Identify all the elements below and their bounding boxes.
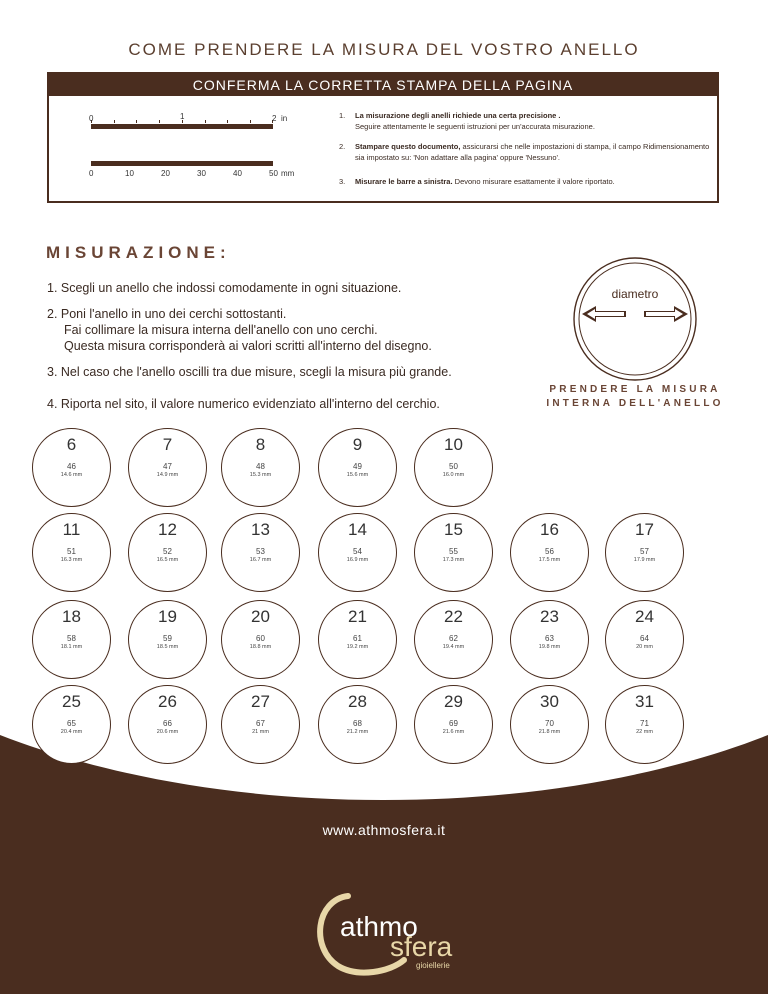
diameter-diagram — [572, 256, 698, 382]
ring-eu-size: 49 — [353, 462, 362, 471]
ring-diameter-mm: 16.3 mm — [60, 557, 83, 563]
instruction-number: 1. — [339, 111, 346, 120]
inch-label-0: 0 — [89, 114, 94, 123]
ring-us-size: 24 — [635, 607, 654, 626]
ring-eu-size: 68 — [353, 719, 362, 728]
page-title: COME PRENDERE LA MISURA DEL VOSTRO ANELLO — [128, 40, 640, 59]
ring-size-9 — [318, 428, 397, 507]
ring-diameter-mm: 17.3 mm — [442, 557, 465, 563]
ring-size-30 — [510, 685, 589, 764]
ring-us-size: 23 — [540, 607, 559, 626]
ring-size-15 — [414, 513, 493, 592]
ring-size-18 — [32, 600, 111, 679]
ring-eu-size: 48 — [256, 462, 265, 471]
inch-ruler-bar — [91, 124, 273, 129]
ring-us-size: 31 — [635, 692, 654, 711]
ring-eu-size: 63 — [545, 634, 554, 643]
mm-ruler-bar — [91, 161, 273, 166]
ring-us-size: 18 — [62, 607, 81, 626]
ring-diameter-mm: 20 mm — [636, 644, 653, 650]
mm-label-20: 20 — [161, 169, 170, 178]
ring-diameter-mm: 15.6 mm — [346, 472, 369, 478]
ring-us-size: 28 — [348, 692, 367, 711]
step-2-line-3: Questa misura corrisponderà ai valori scritti all'interno del disegno. — [64, 339, 432, 353]
ring-eu-size: 60 — [256, 634, 265, 643]
diagram-caption-line-1: PRENDERE LA MISURA — [549, 384, 721, 395]
diagram-caption-line-2: INTERNA DELL'ANELLO — [546, 398, 724, 409]
mm-label-30: 30 — [197, 169, 206, 178]
ring-diameter-mm: 18.5 mm — [156, 644, 179, 650]
ring-size-31 — [605, 685, 684, 764]
athmosfera-logo — [308, 888, 468, 978]
measure-title: MISURAZIONE: — [46, 243, 231, 262]
ring-us-size: 26 — [158, 692, 177, 711]
ring-size-19 — [128, 600, 207, 679]
inch-unit: in — [281, 114, 288, 123]
ring-eu-size: 71 — [640, 719, 649, 728]
step-4: 4. Riporta nel sito, il valore numerico evidenziato all'interno del cerchio. — [47, 397, 440, 411]
ring-eu-size: 52 — [163, 547, 172, 556]
ring-size-10 — [414, 428, 493, 507]
diagram-caption — [530, 383, 740, 411]
ring-eu-size: 50 — [449, 462, 458, 471]
ring-diameter-mm: 14.9 mm — [156, 472, 179, 478]
ring-diameter-mm: 19.4 mm — [442, 644, 465, 650]
ring-diameter-mm: 21.8 mm — [538, 729, 561, 735]
diameter-label: diametro — [611, 287, 659, 301]
inch-tick — [250, 120, 251, 123]
ring-diameter-mm: 21 mm — [252, 729, 269, 735]
step-1: 1. Scegli un anello che indossi comodamente in ogni situazione. — [47, 281, 402, 295]
ring-us-size: 6 — [66, 435, 77, 454]
ring-us-size: 29 — [444, 692, 463, 711]
ring-diameter-mm: 15.3 mm — [249, 472, 272, 478]
ring-us-size: 12 — [158, 520, 177, 539]
svg-text:gioiellerie: gioiellerie — [416, 961, 450, 970]
ring-us-size: 10 — [444, 435, 463, 454]
ring-diameter-mm: 21.2 mm — [346, 729, 369, 735]
ring-size-6 — [32, 428, 111, 507]
ring-diameter-mm: 18.1 mm — [60, 644, 83, 650]
ring-size-17 — [605, 513, 684, 592]
ring-eu-size: 66 — [163, 719, 172, 728]
inch-tick — [159, 120, 160, 123]
ring-diameter-mm: 22 mm — [636, 729, 653, 735]
ring-eu-size: 55 — [449, 547, 458, 556]
ring-diameter-mm: 14.6 mm — [60, 472, 83, 478]
ring-size-28 — [318, 685, 397, 764]
ring-us-size: 7 — [162, 435, 173, 454]
ring-diameter-mm: 19.2 mm — [346, 644, 369, 650]
ring-us-size: 25 — [62, 692, 81, 711]
instruction-bold: La misurazione degli anelli richiede una certa precisione . — [355, 111, 561, 120]
ring-diameter-mm: 19.8 mm — [538, 644, 561, 650]
ring-eu-size: 59 — [163, 634, 172, 643]
ring-eu-size: 67 — [256, 719, 265, 728]
ring-diameter-mm: 16.9 mm — [346, 557, 369, 563]
step-2: 2. Poni l'anello in uno dei cerchi sottostanti. — [47, 307, 287, 321]
instruction-3 — [339, 176, 715, 187]
ring-eu-size: 64 — [640, 634, 649, 643]
ring-size-21 — [318, 600, 397, 679]
inch-tick — [136, 120, 137, 123]
ring-size-14 — [318, 513, 397, 592]
ring-us-size: 27 — [251, 692, 270, 711]
ring-us-size: 20 — [251, 607, 270, 626]
print-confirm-box — [47, 72, 719, 203]
ring-diameter-mm: 17.9 mm — [633, 557, 656, 563]
ring-us-size: 11 — [62, 520, 81, 539]
instruction-bold: Stampare questo documento, — [355, 142, 461, 151]
ring-us-size: 15 — [444, 520, 463, 539]
ring-size-13 — [221, 513, 300, 592]
instruction-2 — [339, 141, 715, 163]
ring-eu-size: 51 — [67, 547, 76, 556]
svg-text:athmo: athmo — [340, 911, 418, 942]
ring-us-size: 13 — [251, 520, 270, 539]
step-2-line-2: Fai collimare la misura interna dell'anello con uno cerchi. — [64, 323, 378, 337]
print-confirm-header: CONFERMA LA CORRETTA STAMPA DELLA PAGINA — [49, 74, 717, 96]
ring-size-23 — [510, 600, 589, 679]
ring-eu-size: 46 — [67, 462, 76, 471]
ring-eu-size: 54 — [353, 547, 362, 556]
ring-us-size: 14 — [348, 520, 367, 539]
instruction-number: 3. — [339, 177, 346, 186]
ring-us-size: 16 — [540, 520, 559, 539]
ring-size-26 — [128, 685, 207, 764]
ring-eu-size: 61 — [353, 634, 362, 643]
ring-eu-size: 69 — [449, 719, 458, 728]
step-3: 3. Nel caso che l'anello oscilli tra due misure, scegli la misura più grande. — [47, 365, 452, 379]
ring-size-8 — [221, 428, 300, 507]
inch-label-1: 1 — [180, 112, 185, 121]
mm-label-40: 40 — [233, 169, 242, 178]
ring-diameter-mm: 20.4 mm — [60, 729, 83, 735]
ring-size-22 — [414, 600, 493, 679]
ring-size-25 — [32, 685, 111, 764]
ring-size-7 — [128, 428, 207, 507]
inch-tick — [227, 120, 228, 123]
ring-size-27 — [221, 685, 300, 764]
ring-eu-size: 58 — [67, 634, 76, 643]
ring-size-12 — [128, 513, 207, 592]
ring-size-11 — [32, 513, 111, 592]
ring-us-size: 30 — [540, 692, 559, 711]
ring-size-24 — [605, 600, 684, 679]
inch-label-2: 2 — [272, 114, 277, 123]
inch-tick — [205, 120, 206, 123]
svg-text:sfera: sfera — [390, 931, 453, 962]
ring-us-size: 19 — [158, 607, 177, 626]
ring-us-size: 8 — [255, 435, 266, 454]
ring-eu-size: 62 — [449, 634, 458, 643]
ring-us-size: 22 — [444, 607, 463, 626]
ring-eu-size: 70 — [545, 719, 554, 728]
ring-eu-size: 47 — [163, 462, 172, 471]
mm-label-50: 50 — [269, 169, 278, 178]
ring-us-size: 21 — [348, 607, 367, 626]
mm-label-0: 0 — [89, 169, 94, 178]
instruction-1 — [339, 110, 715, 132]
ring-size-20 — [221, 600, 300, 679]
ring-eu-size: 65 — [67, 719, 76, 728]
ring-us-size: 17 — [635, 520, 654, 539]
ring-diameter-mm: 16.0 mm — [442, 472, 465, 478]
ring-diameter-mm: 16.7 mm — [249, 557, 272, 563]
ring-eu-size: 53 — [256, 547, 265, 556]
ring-eu-size: 57 — [640, 547, 649, 556]
ring-diameter-mm: 20.6 mm — [156, 729, 179, 735]
ring-size-16 — [510, 513, 589, 592]
instruction-text: assicurarsi che nelle impostazioni di stampa, il campo Ridimensionamento sia impostato su: 'Non adattare alla pagina' oppure 'Nessuno'. — [355, 142, 710, 162]
mm-unit: mm — [281, 169, 295, 178]
instruction-number: 2. — [339, 142, 346, 151]
instruction-bold: Misurare le barre a sinistra. — [355, 177, 453, 186]
ring-diameter-mm: 18.8 mm — [249, 644, 272, 650]
mm-label-10: 10 — [125, 169, 134, 178]
instruction-text: Devono misurare esattamente il valore riportato. — [454, 177, 615, 186]
ring-size-29 — [414, 685, 493, 764]
ring-diameter-mm: 16.5 mm — [156, 557, 179, 563]
instruction-text: Seguire attentamente le seguenti istruzioni per un'accurata misurazione. — [355, 122, 595, 131]
ring-diameter-mm: 21.6 mm — [442, 729, 465, 735]
ring-eu-size: 56 — [545, 547, 554, 556]
inch-tick — [114, 120, 115, 123]
website-link[interactable]: www.athmosfera.it — [322, 822, 446, 838]
ring-diameter-mm: 17.5 mm — [538, 557, 561, 563]
ring-us-size: 9 — [352, 435, 363, 454]
